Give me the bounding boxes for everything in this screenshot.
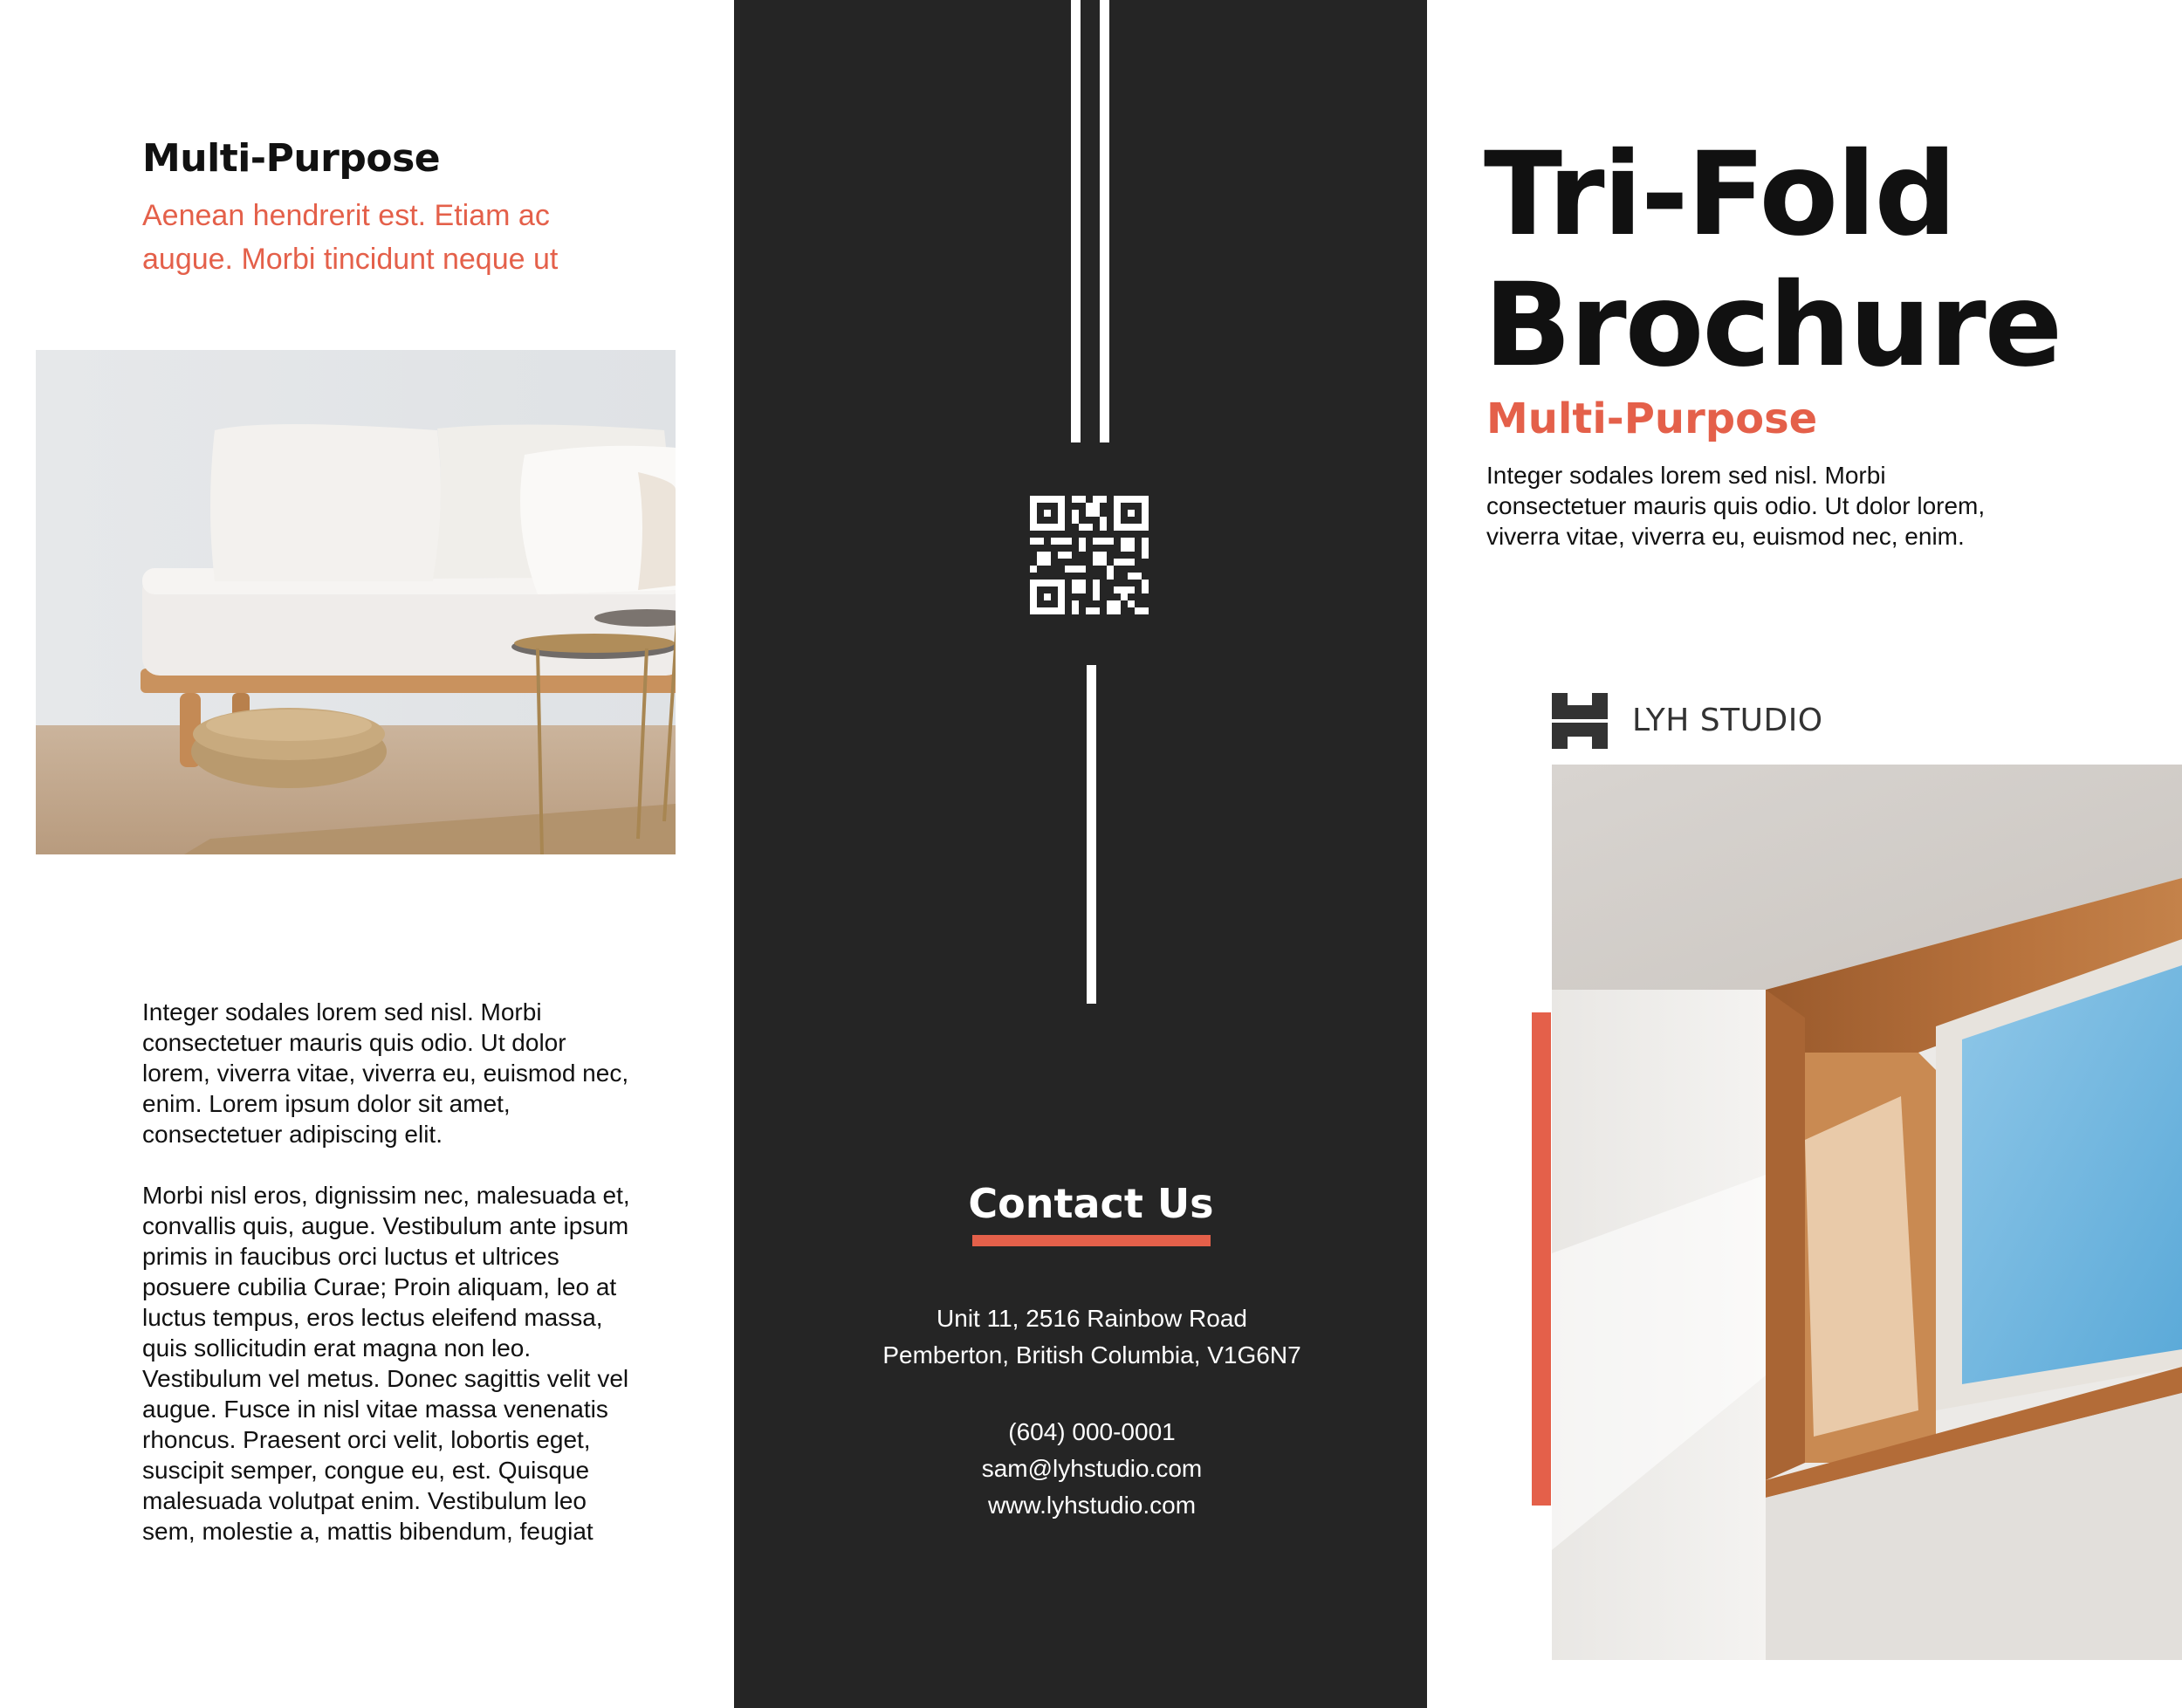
text-line: sem, molestie a, mattis bibendum, feugiat <box>142 1518 594 1545</box>
address-line: Pemberton, British Columbia, V1G6N7 <box>882 1341 1301 1368</box>
phone-number[interactable]: (604) 000-0001 <box>1008 1418 1176 1445</box>
text-line: Integer sodales lorem sed nisl. Morbi <box>142 998 542 1025</box>
accent-bar <box>1532 1012 1551 1506</box>
text-line: Integer sodales lorem sed nisl. Morbi <box>1486 462 1886 489</box>
right-panel-subtitle: Multi-Purpose <box>1486 394 1818 443</box>
contact-us-heading: Contact Us <box>968 1180 1214 1227</box>
left-panel-body <box>142 997 683 1547</box>
text-line: rhoncus. Praesent orci velit, lobortis eget, <box>142 1426 591 1453</box>
text-line: primis in faucibus orci luctus et ultrices <box>142 1243 559 1270</box>
text-line: lorem, viverra vitae, viverra eu, euismod nec, <box>142 1060 629 1087</box>
address-line: Unit 11, 2516 Rainbow Road <box>937 1305 1247 1332</box>
right-panel-body <box>1486 460 2097 552</box>
text-line: malesuada volutpat enim. Vestibulum leo <box>142 1487 587 1514</box>
contact-address <box>821 1300 1362 1374</box>
text-line: convallis quis, augue. Vestibulum ante ipsum <box>142 1212 629 1239</box>
studio-name: LYH STUDIO <box>1632 703 1823 738</box>
left-panel-subtitle <box>142 194 631 281</box>
text-line: luctus tempus, eros lectus eleifend massa, <box>142 1304 603 1331</box>
text-line: consectetuer adipiscing elit. <box>142 1121 443 1148</box>
lyh-logo-icon <box>1552 693 1608 749</box>
title-line: Brochure <box>1484 258 2062 393</box>
text-line: posuere cubilia Curae; Proin aliquam, leo at <box>142 1273 617 1300</box>
qr-code-icon[interactable] <box>1030 496 1149 614</box>
left-subtitle-line: augue. Morbi tincidunt neque ut <box>142 243 559 276</box>
contact-underline <box>972 1235 1211 1246</box>
left-panel-title: Multi-Purpose <box>142 136 441 181</box>
text-line: augue. Fusce in nisl vitae massa venenatis <box>142 1396 608 1423</box>
sofa-photo <box>36 350 676 854</box>
website-link[interactable]: www.lyhstudio.com <box>987 1492 1197 1519</box>
brochure-title <box>1484 129 2061 391</box>
text-line: Vestibulum vel metus. Donec sagittis velit vel <box>142 1365 629 1392</box>
contact-details <box>821 1414 1362 1524</box>
text-line: consectetuer mauris quis odio. Ut dolor <box>142 1029 566 1056</box>
text-line: consectetuer mauris quis odio. Ut dolor lorem, <box>1486 492 1986 519</box>
window-photo <box>1552 765 2182 1660</box>
left-body-paragraph-1 <box>142 997 683 1149</box>
decorative-line <box>1100 0 1109 442</box>
decorative-line <box>1087 665 1096 1004</box>
text-line: quis sollicitudin erat magna non leo. <box>142 1334 532 1362</box>
text-line: viverra vitae, viverra eu, euismod nec, enim. <box>1486 523 1965 550</box>
decorative-line <box>1071 0 1081 442</box>
left-subtitle-line: Aenean hendrerit est. Etiam ac <box>142 199 550 232</box>
title-line: Tri-Fold <box>1484 127 1955 262</box>
text-line: suscipit semper, congue eu, est. Quisque <box>142 1457 590 1484</box>
left-body-paragraph-2 <box>142 1180 683 1547</box>
text-line: Morbi nisl eros, dignissim nec, malesuada et, <box>142 1182 630 1209</box>
text-line: enim. Lorem ipsum dolor sit amet, <box>142 1090 511 1117</box>
email-link[interactable]: sam@lyhstudio.com <box>981 1455 1203 1482</box>
